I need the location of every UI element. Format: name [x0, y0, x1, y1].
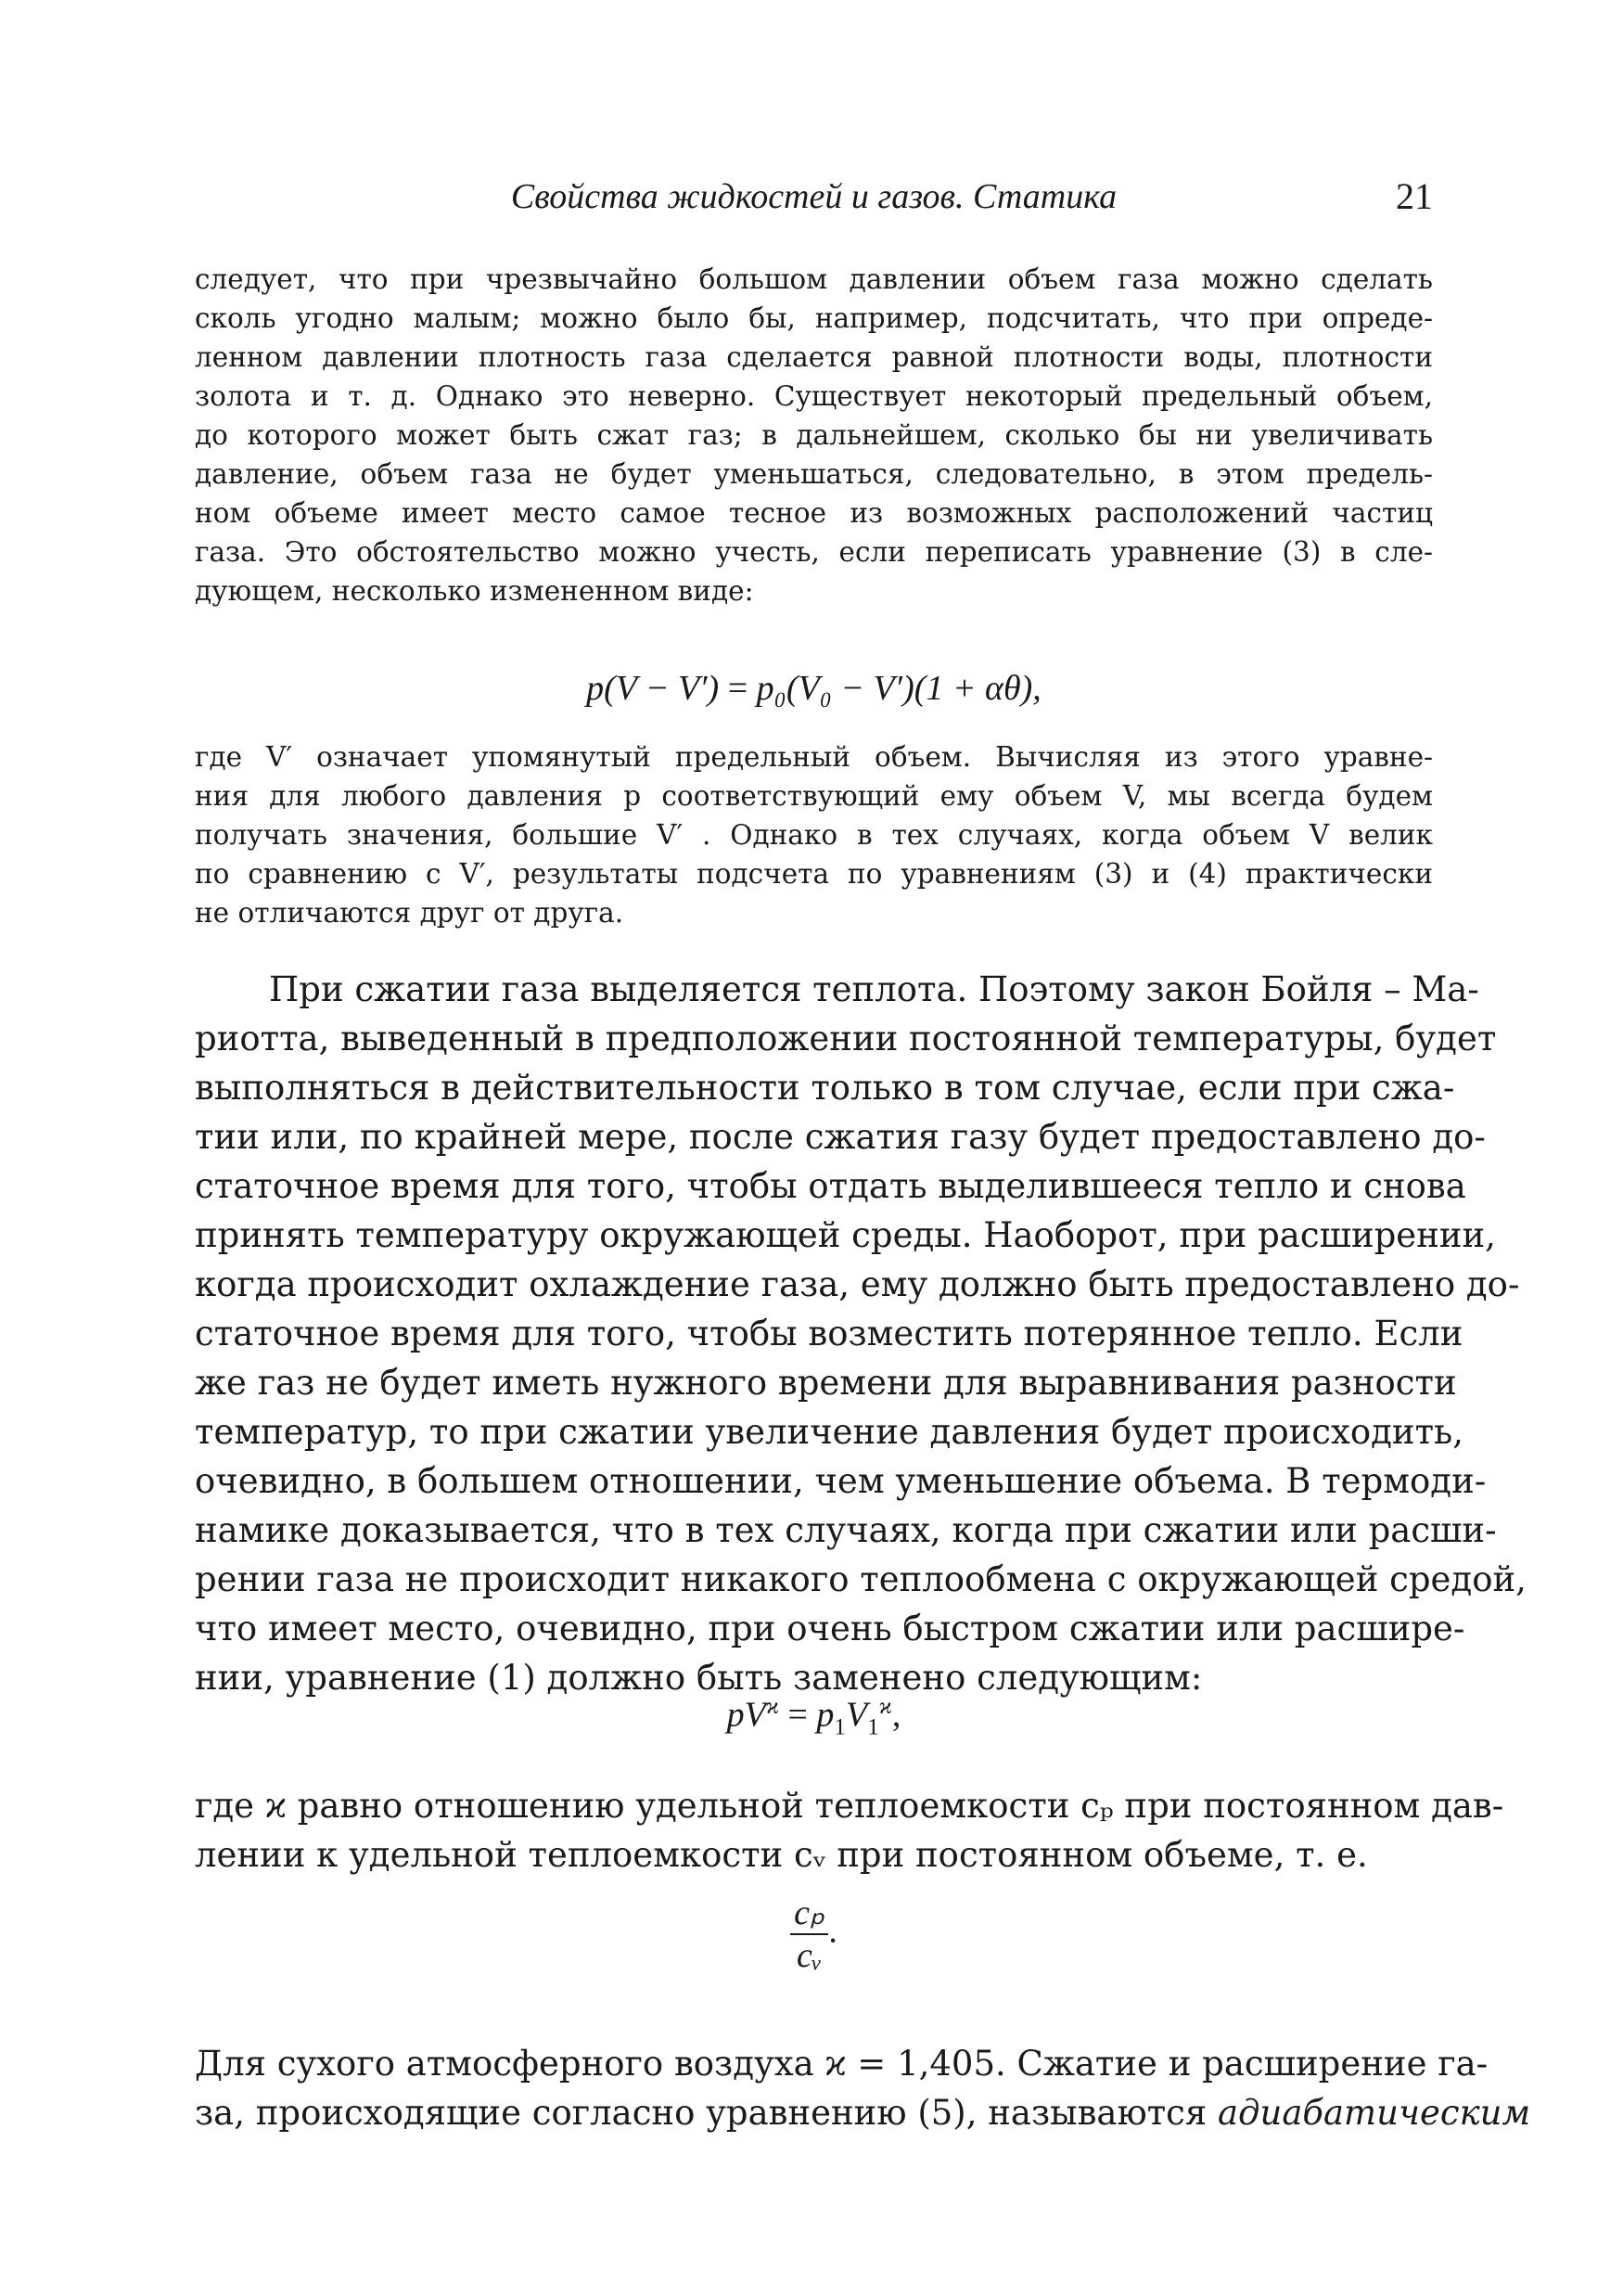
- text-line: где ϰ равно отношению удельной теплоемкости cₚ при постоянном дав-: [195, 1786, 1504, 1826]
- text-line: дующем, несколько измененном виде:: [195, 575, 754, 607]
- text-line: же газ не будет иметь нужного времени для выравнивания разности: [195, 1363, 1457, 1403]
- equation-subscript: 1: [834, 1714, 846, 1740]
- text-line: следует, что при чрезвычайно большом давлении объем газа можно сделать: [195, 263, 1433, 295]
- text-line: намике доказывается, что в тех случаях, когда при сжатии или расши-: [195, 1510, 1497, 1550]
- text-line: сколь угодно малым; можно было бы, например, подсчитать, что при опреде-: [195, 302, 1433, 334]
- equation-exponent: ϰ: [765, 1694, 779, 1719]
- page-number: 21: [1396, 175, 1433, 217]
- text-line: давление, объем газа не будет уменьшаться, следовательно, в этом предель-: [195, 458, 1433, 490]
- text-line: Для сухого атмосферного воздуха ϰ = 1,405. Сжатие и расширение га-: [195, 2044, 1489, 2084]
- text-line: когда происходит охлаждение газа, ему должно быть предоставлено до-: [195, 1264, 1520, 1304]
- paragraph-continuation: [195, 260, 1433, 610]
- text-line: не отличаются друг от друга.: [195, 897, 624, 929]
- equation-rhs: p₀(V₀ − V′)(1 + αθ),: [756, 669, 1042, 708]
- equation-subscript: 1: [867, 1714, 879, 1740]
- equation-punctuation: .: [828, 1911, 837, 1951]
- equation-punctuation: ,: [891, 1695, 901, 1735]
- text-line: рении газа не происходит никакого теплообмена с окружающей средой,: [195, 1559, 1527, 1599]
- text-line: золота и т. д. Однако это неверно. Существует некоторый предельный объем,: [195, 380, 1433, 412]
- text-line: до которого может быть сжат газ; в дальнейшем, сколько бы ни увеличивать: [195, 419, 1433, 451]
- text-line: тии или, по крайней мере, после сжатия газу будет предоставлено до-: [195, 1117, 1486, 1157]
- fraction-numerator: cₚ: [790, 1892, 828, 1935]
- text-line: очевидно, в большем отношении, чем уменьшение объема. В термоди-: [195, 1461, 1487, 1501]
- text-line: статочное время для того, чтобы возместить потерянное тепло. Если: [195, 1314, 1463, 1353]
- text-line: ленном давлении плотность газа сделается равной плотности воды, плотности: [195, 341, 1433, 373]
- text-line: [195, 2088, 1531, 2137]
- text-line: нии, уравнение (1) должно быть заменено следующим:: [195, 1658, 1203, 1698]
- equation-symbol: V: [845, 1695, 868, 1735]
- text-line: где V′ означает упомянутый предельный объем. Вычисляя из этого уравне-: [195, 741, 1433, 773]
- equation-kappa-ratio: [195, 1892, 1433, 1976]
- text-line: ния для любого давления p соответствующий ему объем V, мы всегда будем: [195, 780, 1433, 812]
- text-line: что имеет место, очевидно, при очень быстром сжатии или расшире-: [195, 1609, 1465, 1648]
- text-run: за, происходящие согласно уравнению (5), называются: [195, 2093, 1218, 2133]
- paragraph-dry-air: [195, 2039, 1531, 2137]
- text-line: температур, то при сжатии увеличение давления будет происходить,: [195, 1412, 1463, 1452]
- text-line: газа. Это обстоятельство можно учесть, если переписать уравнение (3) в сле-: [195, 536, 1433, 568]
- text-line: статочное время для того, чтобы отдать выделившееся тепло и снова: [195, 1166, 1466, 1206]
- equation-exponent: ϰ: [878, 1694, 892, 1719]
- equation-symbol: V: [744, 1695, 766, 1735]
- equation-symbol: p: [816, 1695, 835, 1735]
- text-line: риотта, выведенный в предположении постоянной температуры, будет: [195, 1019, 1497, 1058]
- fraction: [790, 1892, 828, 1976]
- paragraph-adiabatic: [195, 965, 1527, 1702]
- text-line: выполняться в действительности только в том случае, если при сжа-: [195, 1068, 1455, 1108]
- equation-equals: =: [719, 669, 757, 708]
- paragraph-heat-capacity: [195, 1781, 1504, 1879]
- equation-equals: =: [778, 1695, 817, 1735]
- italic-term: адиабатическим: [1218, 2093, 1531, 2133]
- fraction-denominator: cᵥ: [796, 1936, 823, 1975]
- equation-adiabat: [195, 1679, 1433, 1755]
- running-title: Свойства жидкостей и газов. Статика: [510, 177, 1118, 216]
- text-line: ном объеме имеет место самое тесное из возможных расположений частиц: [195, 497, 1433, 529]
- running-head: [195, 169, 1433, 224]
- paragraph-limit-volume: [195, 738, 1433, 932]
- text-line: лении к удельной теплоемкости cᵥ при постоянном объеме, т. е.: [195, 1835, 1368, 1875]
- equation-lhs: p(V − V′): [586, 669, 720, 708]
- text-line: При сжатии газа выделяется теплота. Поэтому закон Бойля – Ма-: [269, 969, 1479, 1009]
- text-line: принять температуру окружающей среды. Наоборот, при расширении,: [195, 1215, 1496, 1255]
- text-line: по сравнению с V′, результаты подсчета по уравнениям (3) и (4) практически: [195, 858, 1433, 890]
- text-line: получать значения, большие V′ . Однако в тех случаях, когда объем V велик: [195, 819, 1433, 851]
- equation-limit-volume: [195, 661, 1433, 716]
- equation-symbol: p: [726, 1695, 745, 1735]
